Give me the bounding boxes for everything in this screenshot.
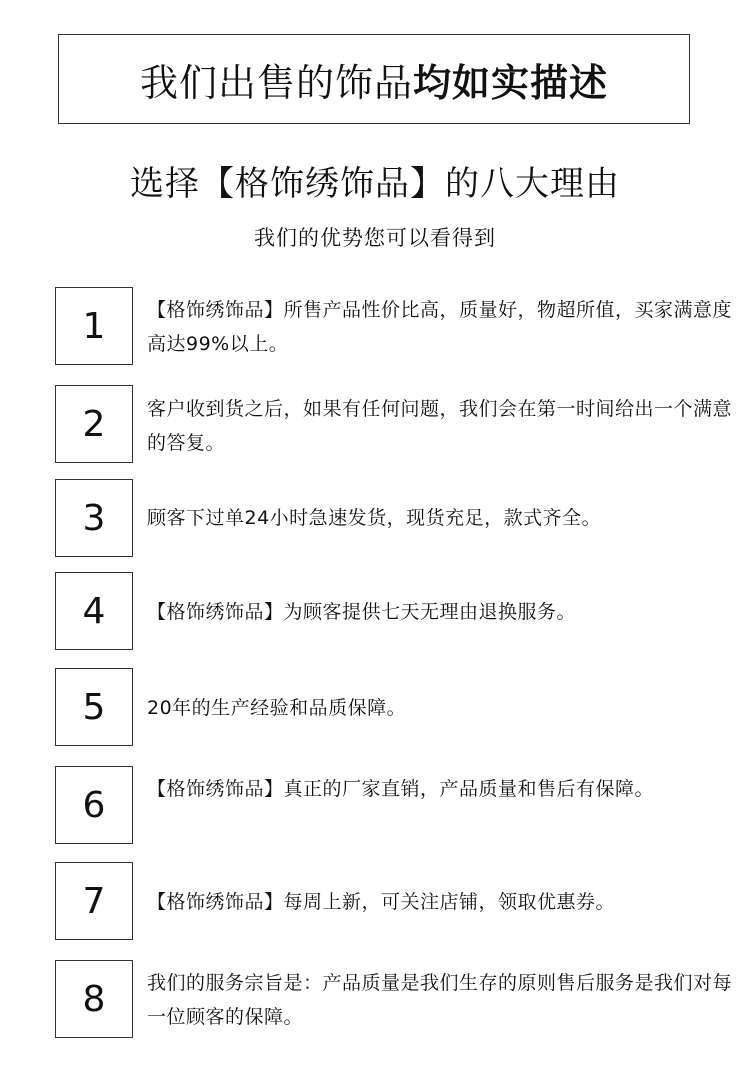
reason-number-badge: 3	[55, 479, 133, 557]
reason-text: 客户收到货之后，如果有任何问题，我们会在第一时间给出一个满意的答复。	[147, 398, 733, 454]
headline-strong: 均如实描述	[413, 60, 609, 105]
reason-text: 顾客下过单24小时急速发货，现货充足，款式齐全。	[147, 507, 602, 529]
section-title: 选择【格饰绣饰品】的八大理由	[130, 164, 620, 204]
reason-number-badge: 7	[55, 862, 133, 940]
reason-number-badge: 4	[55, 572, 133, 650]
reason-item-7	[55, 862, 735, 942]
reason-number-badge: 6	[55, 766, 133, 844]
reason-text: 【格饰绣饰品】每周上新，可关注店铺，领取优惠券。	[147, 891, 616, 913]
reason-item-5	[55, 668, 735, 748]
reason-item-2	[55, 385, 735, 465]
reason-number-badge: 2	[55, 385, 133, 463]
reason-item-8	[55, 960, 735, 1040]
reason-item-6	[55, 766, 735, 846]
headline-box	[58, 34, 690, 124]
reason-text: 我们的服务宗旨是：产品质量是我们生存的原则售后服务是我们对每一位顾客的保障。	[147, 972, 733, 1028]
reason-item-3	[55, 479, 735, 559]
headline-normal: 我们出售的饰品	[139, 60, 413, 105]
reason-item-4	[55, 572, 735, 652]
reason-text: 20年的生产经验和品质保障。	[147, 697, 407, 719]
reason-number-badge: 5	[55, 668, 133, 746]
reason-number-badge: 8	[55, 960, 133, 1038]
reason-text: 【格饰绣饰品】所售产品性价比高，质量好，物超所值，买家满意度高达99%以上。	[147, 299, 733, 355]
reason-text: 【格饰绣饰品】真正的厂家直销，产品质量和售后有保障。	[147, 778, 655, 800]
reason-text: 【格饰绣饰品】为顾客提供七天无理由退换服务。	[147, 601, 577, 623]
section-tagline: 我们的优势您可以看得到	[254, 226, 496, 250]
reason-item-1	[55, 287, 735, 367]
reason-number-badge: 1	[55, 287, 133, 365]
